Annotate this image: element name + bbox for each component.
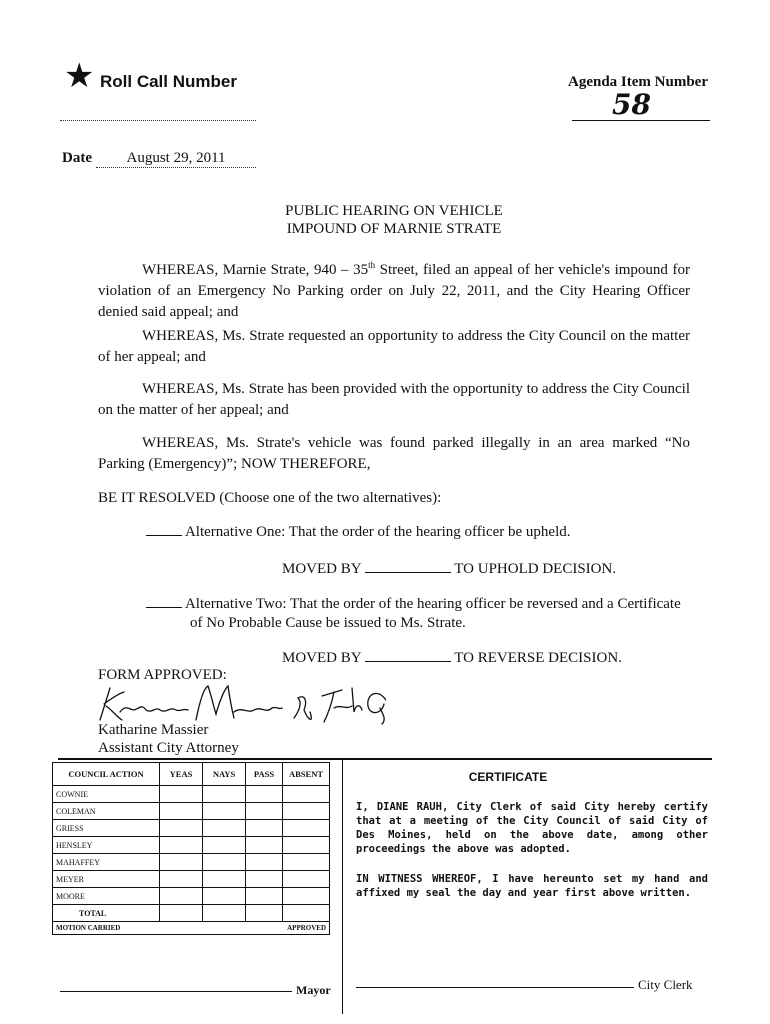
- column-header: ABSENT: [283, 763, 330, 786]
- vote-cell[interactable]: [203, 905, 246, 922]
- mayor-label: Mayor: [296, 983, 331, 997]
- clerk-signature-line: [356, 987, 634, 988]
- certificate-paragraph-2: IN WITNESS WHEREOF, I have hereunto set my hand and affixed my seal the day and year first above written.: [356, 873, 708, 899]
- signature-drawing: [96, 680, 386, 726]
- table-row: [53, 820, 330, 837]
- alternative-one-blank[interactable]: [146, 535, 182, 536]
- table-row: [53, 803, 330, 820]
- vote-cell[interactable]: [283, 871, 330, 888]
- vote-cell[interactable]: [246, 803, 283, 820]
- vote-cell[interactable]: [160, 803, 203, 820]
- column-header: PASS: [246, 763, 283, 786]
- table-row-motion: [53, 922, 330, 935]
- table-row: [53, 837, 330, 854]
- table-row: [53, 786, 330, 803]
- alternative-two: Alternative Two: That the order of the hearing officer be reversed and a Certificate of No Probable Cause be issued to Ms. Strate.: [146, 595, 681, 633]
- moved-by-uphold-blank[interactable]: [365, 572, 451, 573]
- moved-by-uphold: MOVED BY TO UPHOLD DECISION.: [282, 561, 617, 577]
- vote-cell[interactable]: [160, 888, 203, 905]
- column-header: NAYS: [203, 763, 246, 786]
- city-clerk-label: City Clerk: [638, 977, 693, 992]
- vote-cell[interactable]: [246, 854, 283, 871]
- vote-cell[interactable]: [283, 888, 330, 905]
- vertical-divider: [342, 760, 343, 1014]
- title-line-1: PUBLIC HEARING ON VEHICLE: [285, 203, 503, 219]
- table-row: [53, 888, 330, 905]
- agenda-number-line: [572, 120, 710, 121]
- vote-cell[interactable]: [246, 888, 283, 905]
- member-name: MAHAFFEY: [53, 854, 160, 871]
- table-header-row: [53, 763, 330, 786]
- approved-label: APPROVED: [246, 922, 330, 935]
- whereas-paragraph-1: WHEREAS, Marnie Strate, 940 – 35th Street, filed an appeal of her vehicle's impound for violation of an Emergency No Parking order on July 22, 2011, and the City Hearing Officer denied said appeal; and: [98, 260, 690, 320]
- moved-by-reverse: MOVED BY TO REVERSE DECISION.: [282, 650, 622, 666]
- signer-title: Assistant City Attorney: [98, 740, 239, 756]
- signer-name: Katharine Massier: [98, 722, 209, 738]
- vote-cell[interactable]: [160, 905, 203, 922]
- vote-cell[interactable]: [203, 837, 246, 854]
- vote-cell[interactable]: [160, 820, 203, 837]
- vote-cell[interactable]: [283, 803, 330, 820]
- agenda-item-number: 58: [612, 88, 651, 121]
- vote-cell[interactable]: [203, 803, 246, 820]
- vote-cell[interactable]: [246, 837, 283, 854]
- member-name: GRIESS: [53, 820, 160, 837]
- vote-cell[interactable]: [160, 837, 203, 854]
- section-divider: [58, 758, 712, 760]
- whereas-paragraph-2: WHEREAS, Ms. Strate requested an opportunity to address the City Council on the matter of her appeal; and: [98, 328, 690, 365]
- vote-cell[interactable]: [283, 854, 330, 871]
- member-name: COWNIE: [53, 786, 160, 803]
- date-label: Date: [62, 150, 92, 166]
- member-name: HENSLEY: [53, 837, 160, 854]
- table-row-total: [53, 905, 330, 922]
- member-name: COLEMAN: [53, 803, 160, 820]
- certificate-title: CERTIFICATE: [468, 770, 548, 784]
- column-header: COUNCIL ACTION: [53, 763, 160, 786]
- member-name: MEYER: [53, 871, 160, 888]
- vote-cell[interactable]: [160, 786, 203, 803]
- motion-carried-label: MOTION CARRIED: [53, 922, 246, 935]
- vote-cell[interactable]: [283, 820, 330, 837]
- whereas-paragraph-3: WHEREAS, Ms. Strate has been provided with the opportunity to address the City Council on the matter of her appeal; and: [98, 381, 690, 418]
- vote-cell[interactable]: [246, 786, 283, 803]
- title-line-2: IMPOUND OF MARNIE STRATE: [286, 221, 502, 237]
- vote-cell[interactable]: [246, 905, 283, 922]
- star-icon: ★: [64, 58, 95, 95]
- roll-call-label: Roll Call Number: [100, 72, 237, 91]
- alternative-one: Alternative One: That the order of the hearing officer be upheld.: [146, 523, 570, 542]
- column-header: YEAS: [160, 763, 203, 786]
- whereas-paragraph-4: WHEREAS, Ms. Strate's vehicle was found parked illegally in an area marked “No Parking (Emergency)”; NOW THEREFORE,: [98, 435, 690, 472]
- vote-cell[interactable]: [203, 786, 246, 803]
- member-name: MOORE: [53, 888, 160, 905]
- vote-cell[interactable]: [203, 888, 246, 905]
- vote-cell[interactable]: [203, 854, 246, 871]
- vote-cell[interactable]: [283, 905, 330, 922]
- moved-by-reverse-blank[interactable]: [365, 661, 451, 662]
- form-approved-label: FORM APPROVED:: [98, 667, 227, 683]
- agenda-item-label: Agenda Item Number: [568, 74, 708, 90]
- alternative-two-blank[interactable]: [146, 607, 182, 608]
- certificate-paragraph-1: I, DIANE RAUH, City Clerk of said City hereby certify that at a meeting of the City Council of said City of Des Moines, held on the above date, among other proceedings the above was adopted.: [356, 801, 708, 855]
- vote-cell[interactable]: [283, 837, 330, 854]
- vote-cell[interactable]: [160, 854, 203, 871]
- roll-call-number-line: [60, 120, 256, 121]
- council-action-table: [52, 762, 330, 935]
- mayor-signature-line: [60, 991, 292, 992]
- vote-cell[interactable]: [160, 871, 203, 888]
- vote-cell[interactable]: [246, 820, 283, 837]
- vote-cell[interactable]: [203, 820, 246, 837]
- vote-cell[interactable]: [246, 871, 283, 888]
- table-row: [53, 871, 330, 888]
- vote-cell[interactable]: [203, 871, 246, 888]
- table-row: [53, 854, 330, 871]
- total-label: TOTAL: [53, 905, 160, 922]
- date-value: August 29, 2011: [96, 150, 256, 168]
- be-it-resolved: BE IT RESOLVED (Choose one of the two alternatives):: [98, 490, 442, 506]
- vote-cell[interactable]: [283, 786, 330, 803]
